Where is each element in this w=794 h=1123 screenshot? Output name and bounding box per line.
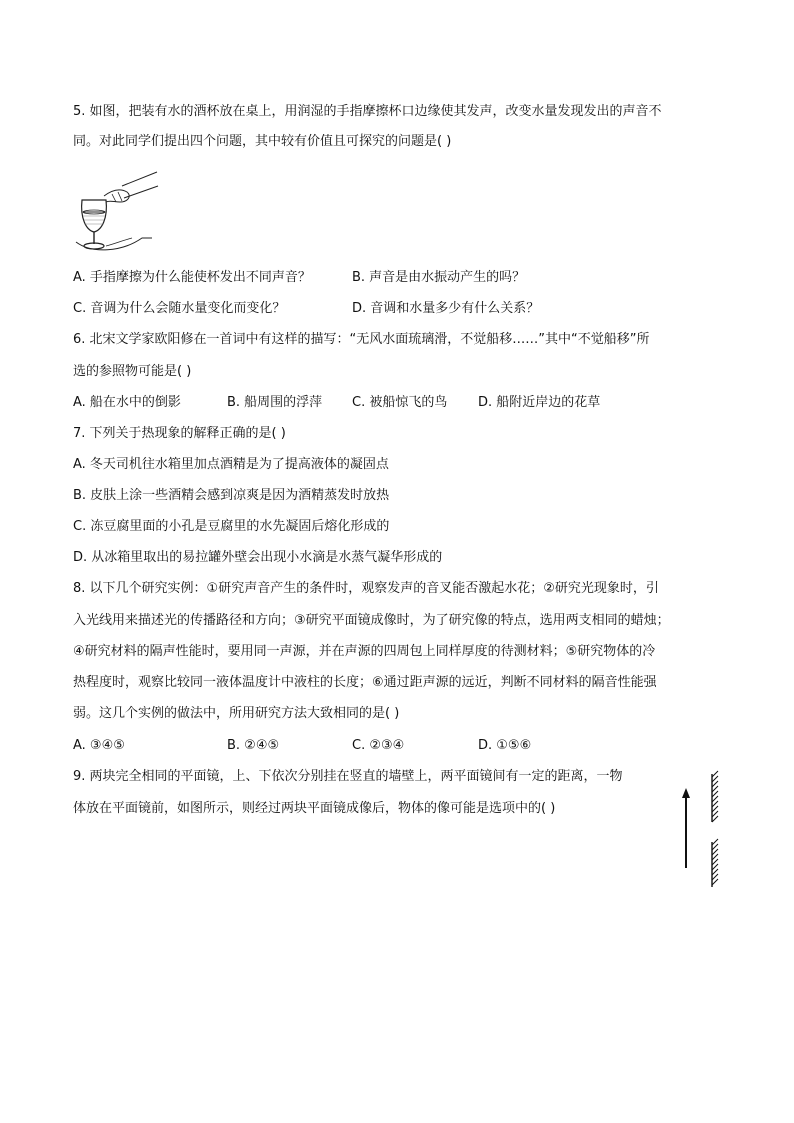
- q8-text-line2: 入光线用来描述光的传播路径和方向；③研究平面镜成像时，为了研究像的特点，选用两支相同的蜡烛；: [73, 613, 670, 628]
- q7-option-a[interactable]: A. 冬天司机往水箱里加点酒精是为了提高液体的凝固点: [73, 457, 389, 472]
- lower-mirror: [712, 839, 718, 887]
- q9-text-line2: 体放在平面镜前，如图所示，则经过两块平面镜成像后，物体的像可能是选项中的( ): [73, 801, 556, 816]
- q5-option-a[interactable]: A. 手指摩擦为什么能使杯发出不同声音？: [73, 270, 311, 285]
- q8-text-line1: 8. 以下几个研究实例：①研究声音产生的条件时，观察发声的音叉能否激起水花；②研究光现象时，引: [73, 581, 659, 596]
- arrow-head-icon: [682, 788, 690, 798]
- q7-text-line1: 7. 下列关于热现象的解释正确的是( ): [73, 426, 286, 441]
- wine-glass-figure: [72, 168, 162, 254]
- q8-text-line4: 热程度时，观察比较同一液体温度计中液柱的长度；⑥通过距声源的远近，判断不同材料的隔音性能强: [73, 675, 657, 690]
- q6-option-b[interactable]: B. 船周围的浮萍: [227, 395, 323, 410]
- q8-option-a[interactable]: A. ③④⑤: [73, 738, 125, 753]
- q9-text-line1: 9. 两块完全相同的平面镜，上、下依次分别挂在竖直的墙壁上，两平面镜间有一定的距离，一物: [73, 769, 623, 784]
- q7-option-d[interactable]: D. 从冰箱里取出的易拉罐外壁会出现小水滴是水蒸气凝华形成的: [73, 550, 443, 565]
- q5-option-c[interactable]: C. 音调为什么会随水量变化而变化？: [73, 301, 286, 316]
- q5-text-line2: 同。对此同学们提出四个问题，其中较有价值且可探究的问题是( ): [73, 134, 452, 149]
- q8-option-b[interactable]: B. ②④⑤: [227, 738, 280, 753]
- q5-option-d[interactable]: D. 音调和水量多少有什么关系？: [352, 301, 540, 316]
- q8-option-d[interactable]: D. ①⑤⑥: [478, 738, 532, 753]
- q6-text-line1: 6. 北宋文学家欧阳修在一首词中有这样的描写：“无风水面琉璃滑，不觉船移……”其中“不觉船移”所: [73, 332, 650, 347]
- q5-text-line1: 5. 如图，把装有水的酒杯放在桌上，用润湿的手指摩擦杯口边缘使其发声，改变水量发现发出的声音不: [73, 104, 662, 119]
- q6-text-line2: 选的参照物可能是( ): [73, 364, 192, 379]
- q8-text-line3: ④研究材料的隔声性能时，要用同一声源，并在声源的四周包上同样厚度的待测材料；⑤研究物体的冷: [73, 644, 656, 659]
- q6-option-d[interactable]: D. 船附近岸边的花草: [478, 395, 601, 410]
- q8-option-c[interactable]: C. ②③④: [352, 738, 405, 753]
- upper-mirror: [712, 771, 718, 822]
- q7-option-c[interactable]: C. 冻豆腐里面的小孔是豆腐里的水先凝固后熔化形成的: [73, 519, 390, 534]
- q6-option-a[interactable]: A. 船在水中的倒影: [73, 395, 181, 410]
- q8-text-line5: 弱。这几个实例的做法中，所用研究方法大致相同的是( ): [73, 706, 400, 721]
- q5-option-b[interactable]: B. 声音是由水振动产生的吗？: [352, 270, 526, 285]
- q7-option-b[interactable]: B. 皮肤上涂一些酒精会感到凉爽是因为酒精蒸发时放热: [73, 488, 390, 503]
- q6-option-c[interactable]: C. 被船惊飞的鸟: [352, 395, 448, 410]
- mirror-figure: [676, 770, 722, 890]
